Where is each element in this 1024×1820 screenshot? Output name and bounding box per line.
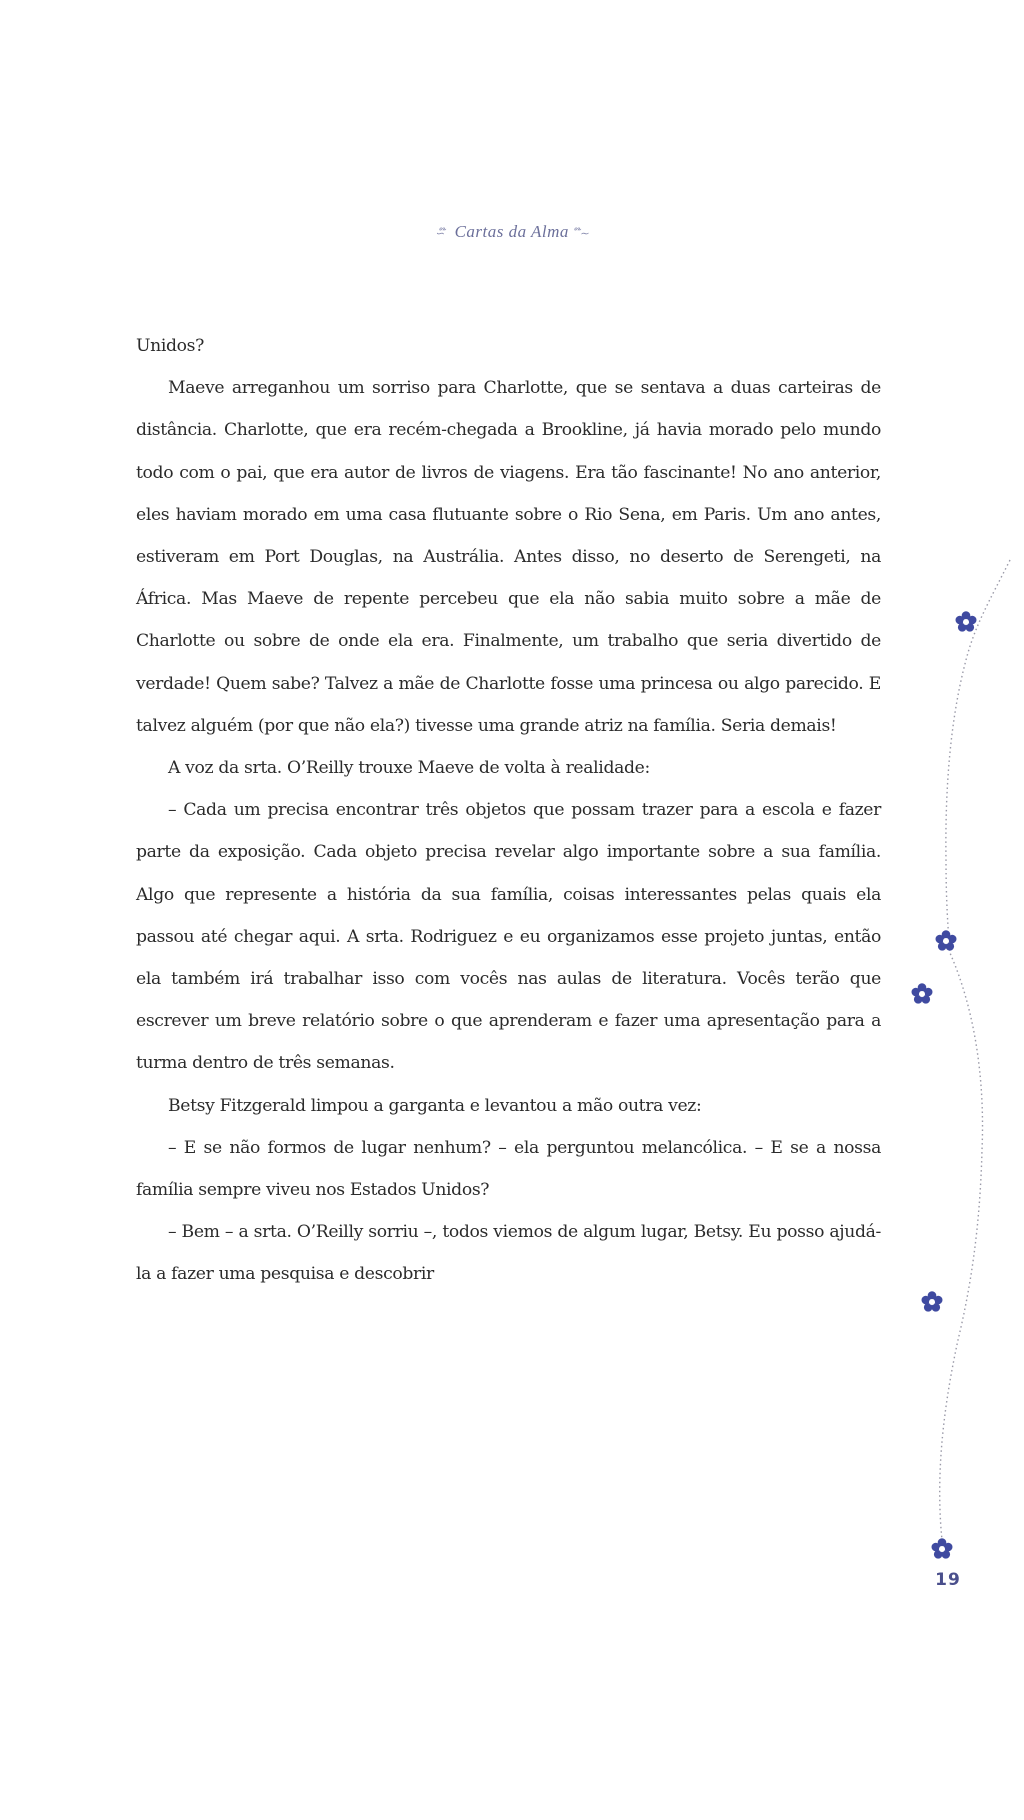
flower-icon (934, 929, 958, 953)
paragraph: – E se não formos de lugar nenhum? – ela perguntou melancólica. – E se a nossa família sempre viveu nos Estados Unidos? (136, 1137, 881, 1201)
paragraph: A voz da srta. O’Reilly trouxe Maeve de volta à realidade: (168, 758, 650, 779)
paragraph: – Cada um precisa encontrar três objetos que possam trazer para a escola e fazer parte da exposição. Cada objeto precisa revelar algo importante sobre a sua família. Algo que represente a história da sua família, coisas interessantes pelas quais ela passou até chegar aqui. A srta. Rodriguez e eu organizamos esse projeto juntas, então ela também irá trabalhar isso com vocês nas aulas de literatura. Vocês terão que escrever um breve relatório sobre o que aprenderam e fazer uma apresentação para a turma dentro de três semanas. (136, 800, 881, 1074)
flower-icon (910, 982, 934, 1006)
paragraph: Betsy Fitzgerald limpou a garganta e levantou a mão outra vez: (168, 1095, 702, 1116)
paragraph: – Bem – a srta. O’Reilly sorriu –, todos viemos de algum lugar, Betsy. Eu posso ajudá-la a fazer uma pesquisa e descobrir (136, 1222, 881, 1285)
running-title: Cartas da Alma (454, 222, 569, 241)
flower-icon (930, 1537, 954, 1561)
page-body-text (136, 325, 881, 1296)
flower-icon (920, 1290, 944, 1314)
flourish-left-icon: ∽໊ (434, 227, 445, 240)
paragraph: Maeve arreganhou um sorriso para Charlotte, que se sentava a duas carteiras de distância. Charlotte, que era recém-chegada a Brookline, já havia morado pelo mundo todo com o pai, que era autor de livros de viagens. Era tão fascinante! No ano anterior, eles haviam morado em uma casa flutuante sobre o Rio Sena, em Paris. Um ano antes, estiveram em Port Douglas, na Austrália. Antes disso, no deserto de Serengeti, na África. Mas Maeve de repente percebeu que ela não sabia muito sobre a mãe de Charlotte ou sobre de onde ela era. Finalmente, um trabalho que seria divertido de verdade! Quem sabe? Talvez a mãe de Charlotte fosse uma princesa ou algo parecido. E talvez alguém (por que não ela?) tivesse uma grande atriz na família. Seria demais! (136, 378, 881, 736)
flower-icon (954, 610, 978, 634)
page-number: 19 (935, 1570, 961, 1590)
paragraph: Unidos? (136, 336, 204, 356)
flourish-right-icon: ໊∼ (578, 227, 590, 240)
running-header (0, 222, 1024, 242)
